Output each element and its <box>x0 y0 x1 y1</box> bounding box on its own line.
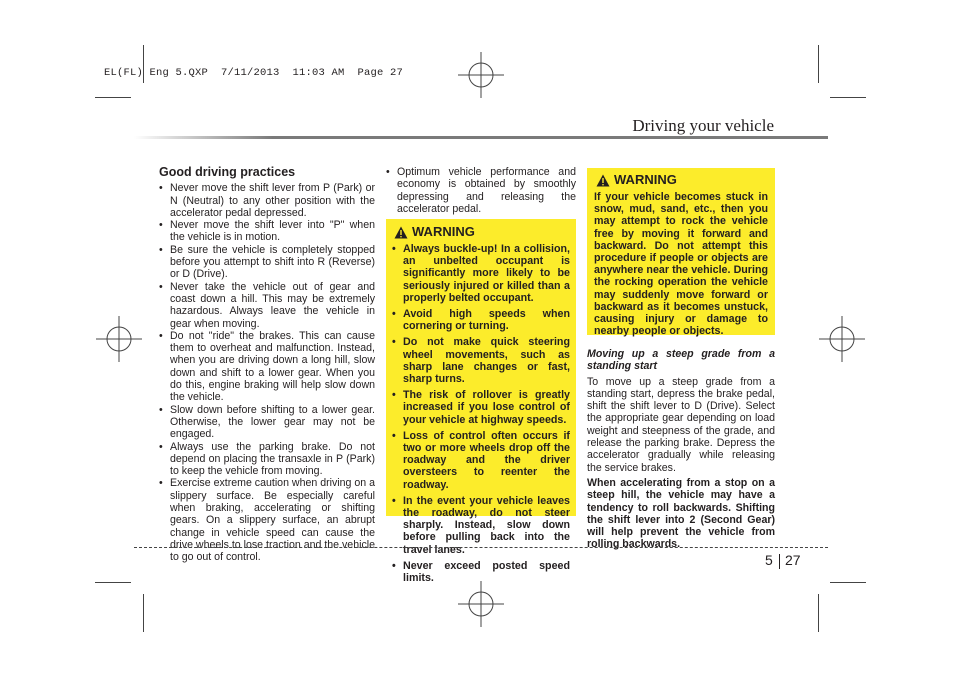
steep-grade-section <box>587 348 775 551</box>
good-driving-heading: Good driving practices <box>159 165 296 179</box>
warning-title: WARNING <box>614 172 677 188</box>
warning-triangle-icon <box>596 174 610 187</box>
warning-box-driving <box>386 219 576 585</box>
warning-triangle-icon <box>394 226 408 239</box>
list-item: • The risk of rollover is greatly increased if you lose control of your vehicle at highway speeds. <box>392 389 570 426</box>
list-item: • Avoid high speeds when cornering or turning. <box>392 308 570 332</box>
crop-mark <box>830 97 866 98</box>
page-number: 27 <box>785 552 801 568</box>
list-item: • Never move the shift lever from P (Park) or N (Neutral) to any other position with the accelerator pedal depressed. <box>159 182 375 219</box>
steep-grade-heading: Moving up a steep grade from a standing start <box>587 348 775 373</box>
column-performance <box>386 166 576 215</box>
list-item: • Always buckle-up! In a collision, an unbelted occupant is significantly more likely to be seriously injured or killed than a properly belted occupant. <box>392 243 570 304</box>
column-good-driving <box>159 166 375 564</box>
registration-mark-icon <box>456 50 506 100</box>
steep-grade-caution: When accelerating from a stop on a steep hill, the vehicle may have a tendency to roll backwards. Shifting the shift lever into 2 (Second Gear) will help prevent the vehicle from rolling backwards. <box>587 476 775 551</box>
crop-mark <box>818 45 819 83</box>
list-item: • Do not make quick steering wheel movements, such as sharp lane changes or fast, sharp turns. <box>392 336 570 385</box>
page-number-divider <box>779 554 780 569</box>
registration-mark-icon <box>94 314 144 364</box>
crop-mark <box>818 594 819 632</box>
print-slug: EL(FL) Eng 5.QXP 7/11/2013 11:03 AM Page 27 <box>104 67 404 79</box>
chapter-number: 5 <box>765 552 773 568</box>
list-item: • Loss of control often occurs if two or more wheels drop off the roadway and the driver oversteers to reenter the roadway. <box>392 430 570 491</box>
list-item: • Optimum vehicle performance and economy is obtained by smoothly depressing and releasing the accelerator pedal. <box>386 166 576 215</box>
footer-rule <box>134 547 828 548</box>
list-item: • Exercise extreme caution when driving on a slippery surface. Be especially careful when braking, accelerating or shifting gears. On a slippery surface, an abrupt change in vehicle speed can cause the drive wheels to lose traction and the vehicle to go out of control. <box>159 477 375 563</box>
performance-list <box>386 166 576 215</box>
list-item: • Never move the shift lever into "P" when the vehicle is in motion. <box>159 219 375 244</box>
registration-mark-icon <box>456 579 506 629</box>
registration-mark-icon <box>817 314 867 364</box>
title-rule <box>134 136 828 139</box>
warning-header <box>596 174 768 187</box>
list-item: • In the event your vehicle leaves the roadway, do not steer sharply. Instead, slow down before pulling back into the travel lanes. <box>392 495 570 556</box>
steep-grade-paragraph: To move up a steep grade from a standing start, depress the brake pedal, shift the shift lever to D (Drive). Select the appropriate gear depending on load weight and steepness of the grade, and release the parking brake. Depress the accelerator gradually while releasing the service brakes. <box>587 375 775 474</box>
list-item: • Never exceed posted speed limits. <box>392 560 570 584</box>
crop-mark <box>95 582 131 583</box>
crop-mark <box>95 97 131 98</box>
warning-text: If your vehicle becomes stuck in snow, mud, sand, etc., then you may attempt to rock the vehicle free by moving it forward and backward. Do not attempt this procedure if people or objects are anywhere near the vehicle. During the rocking operation the vehicle may suddenly move forward or backward as it becomes unstuck, causing injury or damage to nearby people or objects. <box>594 191 768 338</box>
warning-box-stuck <box>587 168 775 338</box>
warning-header <box>394 226 570 239</box>
section-title: Driving your vehicle <box>632 116 774 135</box>
warning-list <box>392 243 570 584</box>
list-item: • Do not "ride" the brakes. This can cause them to overheat and malfunction. Instead, when you are driving down a long hill, slow down and shift to a lower gear. When you do this, engine braking will help slow down the vehicle. <box>159 330 375 404</box>
list-item: • Be sure the vehicle is completely stopped before you attempt to shift into R (Reverse) or D (Drive). <box>159 244 375 281</box>
list-item: • Always use the parking brake. Do not depend on placing the transaxle in P (Park) to keep the vehicle from moving. <box>159 441 375 478</box>
crop-mark <box>143 594 144 632</box>
list-item: • Never take the vehicle out of gear and coast down a hill. This may be extremely hazardous. Always leave the vehicle in gear when moving. <box>159 281 375 330</box>
good-driving-list <box>159 182 375 563</box>
list-item: • Slow down before shifting to a lower gear. Otherwise, the lower gear may not be engaged. <box>159 404 375 441</box>
crop-mark <box>830 582 866 583</box>
warning-title: WARNING <box>412 224 475 240</box>
